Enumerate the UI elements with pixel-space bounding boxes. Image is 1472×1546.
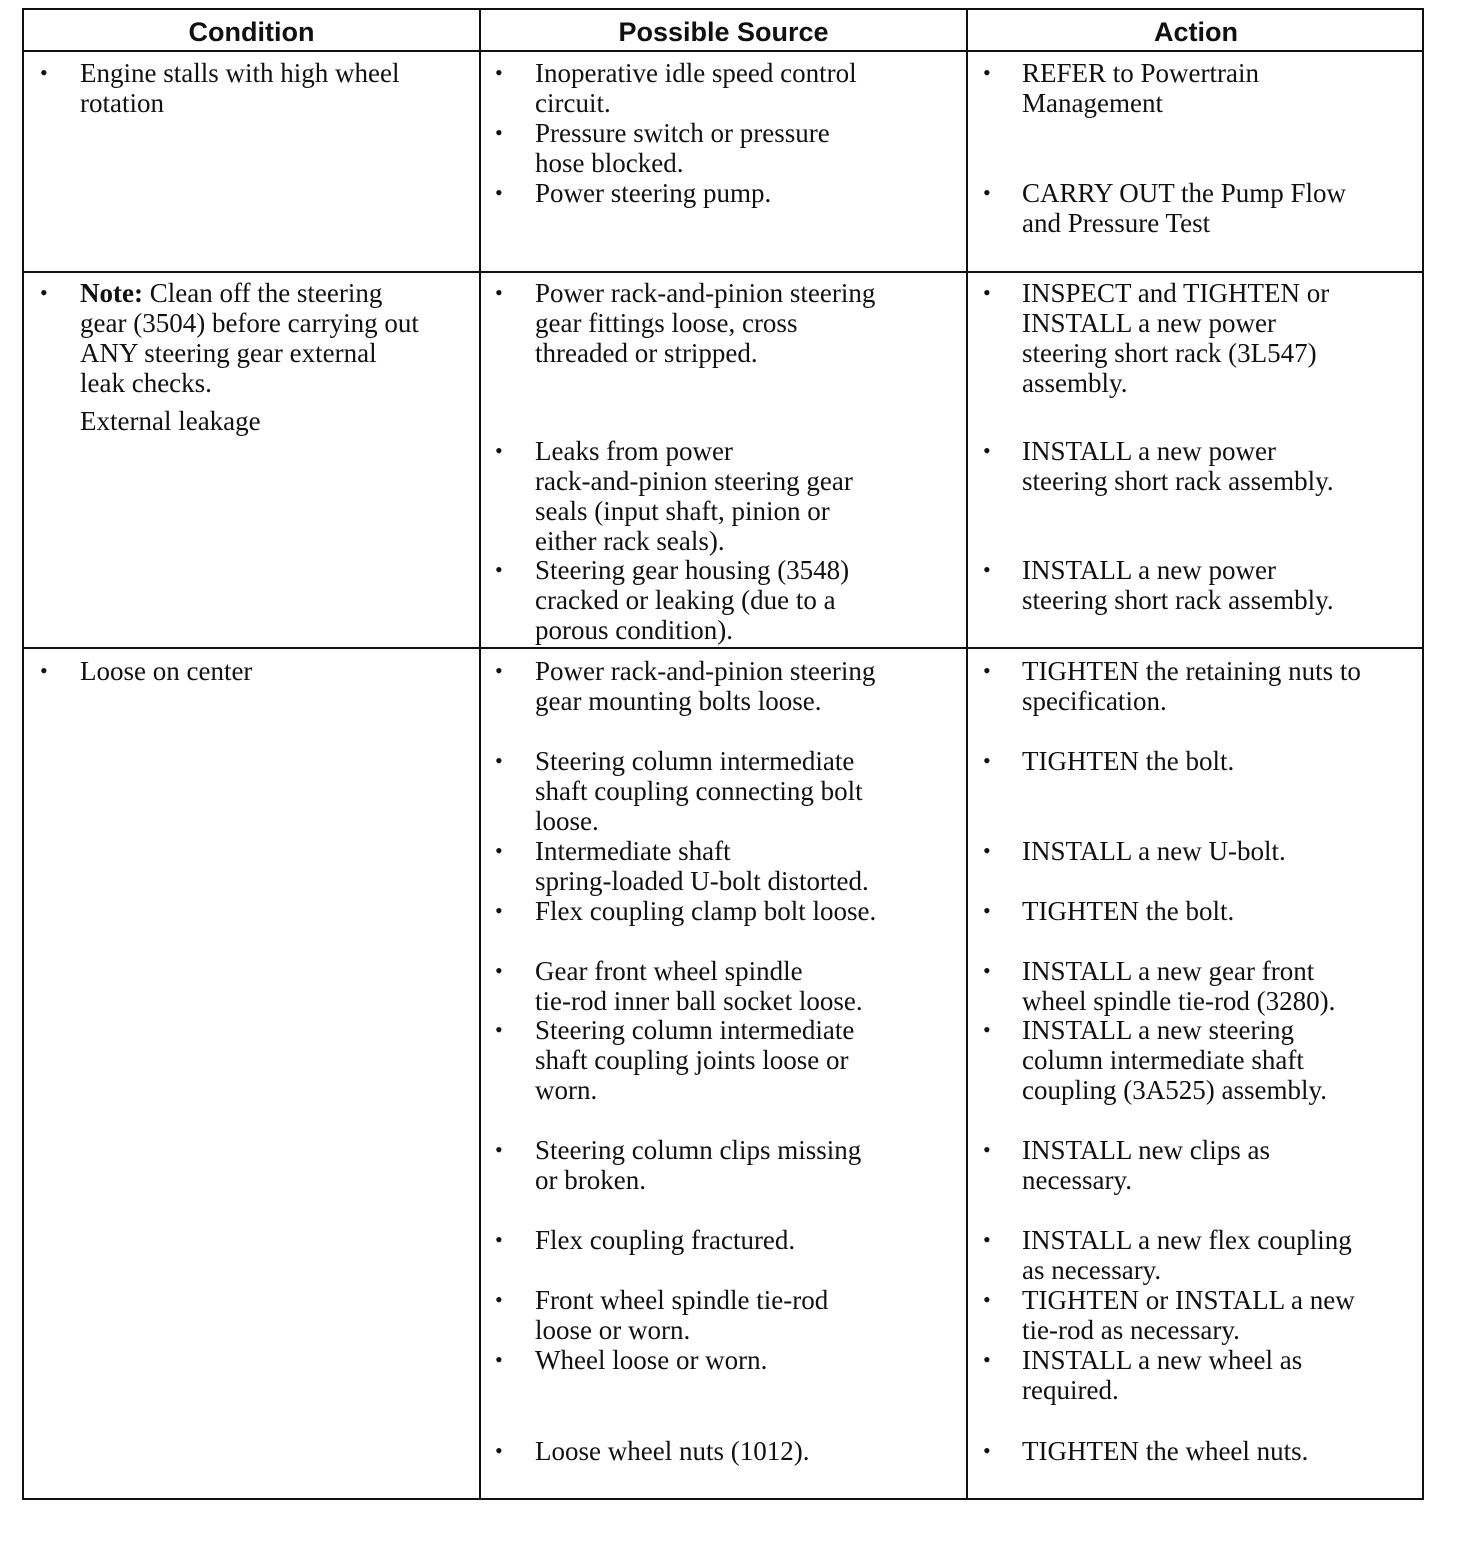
bullet: •: [983, 658, 991, 683]
source-item: Gear front wheel spindle tie-rod inner ball socket loose.: [535, 956, 863, 1016]
source-item: Steering column intermediate shaft coupling connecting bolt loose.: [535, 746, 863, 836]
source-item: Loose wheel nuts (1012).: [535, 1436, 810, 1466]
bullet: •: [983, 1287, 991, 1312]
action-item: TIGHTEN or INSTALL a new tie-rod as necessary.: [1022, 1285, 1355, 1345]
bullet: •: [40, 658, 48, 683]
bullet: •: [495, 180, 503, 205]
bullet: •: [495, 958, 503, 983]
column-divider: [479, 10, 481, 1498]
source-item: Power steering pump.: [535, 178, 772, 208]
bullet: •: [495, 438, 503, 463]
bullet: •: [495, 280, 503, 305]
bullet: •: [495, 658, 503, 683]
bullet: •: [495, 60, 503, 85]
source-item: Steering gear housing (3548) cracked or leaking (due to a porous condition).: [535, 555, 850, 645]
action-item: INSTALL a new wheel as required.: [1022, 1345, 1303, 1405]
bullet: •: [495, 1438, 503, 1463]
header-action: Action: [1154, 17, 1238, 47]
bullet: •: [983, 1017, 991, 1042]
action-item: TIGHTEN the bolt.: [1022, 896, 1235, 926]
action-item: TIGHTEN the retaining nuts to specification.: [1022, 656, 1361, 716]
bullet: •: [495, 1287, 503, 1312]
source-item: Wheel loose or worn.: [535, 1345, 768, 1375]
action-item: INSTALL a new gear front wheel spindle tie-rod (3280).: [1022, 956, 1336, 1016]
source-item: Inoperative idle speed control circuit.: [535, 58, 857, 118]
row-divider: [24, 271, 1422, 273]
header-possible-source: Possible Source: [618, 17, 829, 47]
bullet: •: [983, 180, 991, 205]
action-item: TIGHTEN the wheel nuts.: [1022, 1436, 1309, 1466]
bullet: •: [40, 60, 48, 85]
source-item: Intermediate shaft spring-loaded U-bolt distorted.: [535, 836, 869, 896]
action-item: INSTALL a new power steering short rack assembly.: [1022, 555, 1334, 615]
action-item: TIGHTEN the bolt.: [1022, 746, 1235, 776]
bullet: •: [495, 1347, 503, 1372]
condition-text: Loose on center: [80, 656, 253, 686]
row-divider: [24, 647, 1422, 649]
note-label: Note:: [80, 278, 143, 308]
condition-text: External leakage: [80, 406, 261, 436]
source-item: Power rack-and-pinion steering gear fittings loose, cross threaded or stripped.: [535, 278, 876, 368]
bullet: •: [983, 1137, 991, 1162]
bullet: •: [983, 438, 991, 463]
source-item: Leaks from power rack-and-pinion steering gear seals (input shaft, pinion or either rack seals).: [535, 436, 853, 556]
bullet: •: [983, 1347, 991, 1372]
bullet: •: [983, 1438, 991, 1463]
bullet: •: [983, 280, 991, 305]
condition-text: Engine stalls with high wheel rotation: [80, 58, 400, 118]
bullet: •: [495, 557, 503, 582]
action-item: INSPECT and TIGHTEN or INSTALL a new power steering short rack (3L547) assembly.: [1022, 278, 1330, 398]
bullet: •: [495, 898, 503, 923]
bullet: •: [495, 838, 503, 863]
bullet: •: [983, 557, 991, 582]
action-item: INSTALL a new U-bolt.: [1022, 836, 1286, 866]
action-item: INSTALL a new steering column intermediate shaft coupling (3A525) assembly.: [1022, 1015, 1327, 1105]
bullet: •: [983, 838, 991, 863]
source-item: Flex coupling clamp bolt loose.: [535, 896, 877, 926]
bullet: •: [495, 1227, 503, 1252]
source-item: Steering column clips missing or broken.: [535, 1135, 862, 1195]
bullet: •: [983, 748, 991, 773]
bullet: •: [983, 1227, 991, 1252]
action-item: INSTALL a new flex coupling as necessary.: [1022, 1225, 1352, 1285]
bullet: •: [40, 280, 48, 305]
condition-note: [80, 278, 419, 398]
source-item: Flex coupling fractured.: [535, 1225, 796, 1255]
bullet: •: [983, 958, 991, 983]
action-item: INSTALL new clips as necessary.: [1022, 1135, 1271, 1195]
source-item: Pressure switch or pressure hose blocked.: [535, 118, 830, 178]
bullet: •: [983, 60, 991, 85]
bullet: •: [495, 1137, 503, 1162]
diagnosis-table: [22, 8, 1424, 1500]
source-item: Front wheel spindle tie-rod loose or worn.: [535, 1285, 829, 1345]
bullet: •: [495, 120, 503, 145]
source-item: Power rack-and-pinion steering gear mounting bolts loose.: [535, 656, 876, 716]
action-item: INSTALL a new power steering short rack assembly.: [1022, 436, 1334, 496]
source-item: Steering column intermediate shaft coupling joints loose or worn.: [535, 1015, 855, 1105]
action-item: CARRY OUT the Pump Flow and Pressure Test: [1022, 178, 1347, 238]
bullet: •: [495, 1017, 503, 1042]
header-condition: Condition: [188, 17, 315, 47]
action-item: REFER to Powertrain Management: [1022, 58, 1259, 118]
note-text: Clean off the steering gear (3504) before carrying out ANY steering gear external leak checks.: [80, 278, 419, 398]
column-divider: [966, 10, 968, 1498]
bullet: •: [983, 898, 991, 923]
bullet: •: [495, 748, 503, 773]
